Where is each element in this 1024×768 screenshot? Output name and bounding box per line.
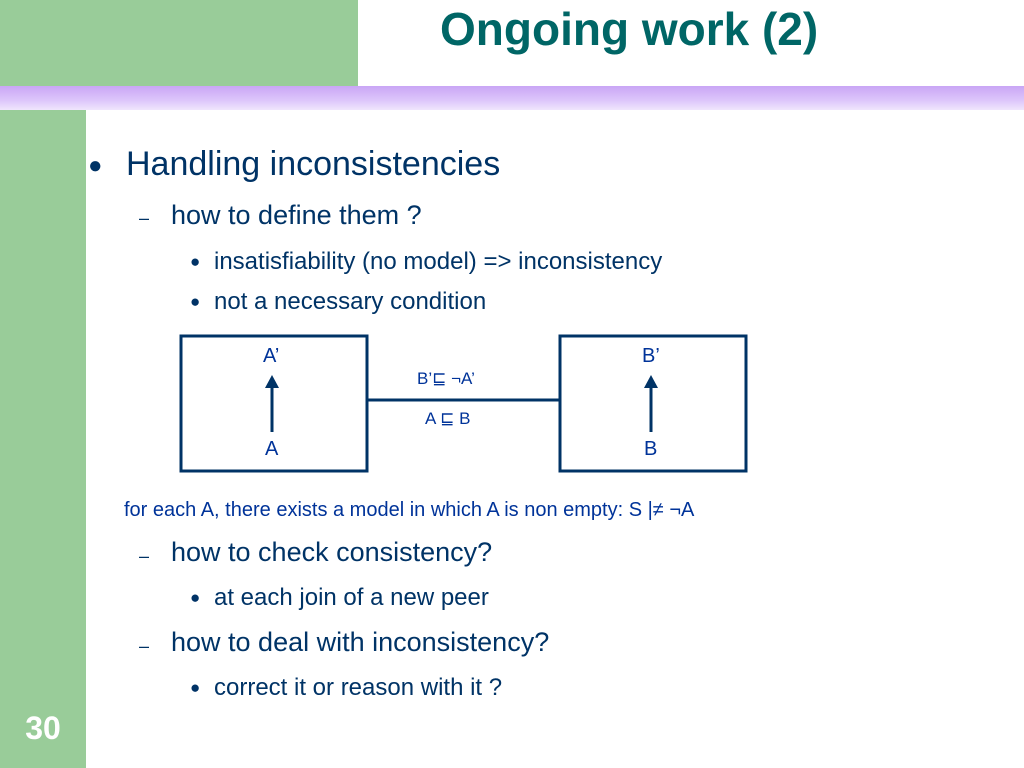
bullet-dot-icon: ● (190, 678, 201, 697)
slide-title: Ongoing work (2) (440, 3, 819, 55)
mapping-bottom-label: A ⊑ B (425, 409, 471, 428)
mapping-top-label: B’⊑ ¬A’ (417, 369, 475, 388)
dash-icon: – (139, 546, 150, 566)
subitem-define: how to define them ? (171, 200, 422, 230)
subitem-deal: how to deal with inconsistency? (171, 627, 550, 657)
bullet-dot-icon: ● (190, 252, 201, 271)
bullet-dot-icon: ● (190, 588, 201, 607)
right-box-bottom-label: B (644, 438, 658, 460)
left-box-bottom-label: A (265, 438, 279, 460)
bullet-dot-icon: ● (88, 152, 103, 179)
point-each-join: at each join of a new peer (214, 584, 489, 611)
right-box-top-label: B’ (642, 345, 660, 367)
heading-handling-inconsistencies: Handling inconsistencies (126, 145, 501, 183)
point-correct-or-reason: correct it or reason with it ? (214, 674, 503, 701)
dash-icon: – (139, 208, 150, 228)
left-box-top-label: A’ (263, 345, 280, 367)
dash-icon: – (139, 636, 150, 656)
point-not-necessary: not a necessary condition (214, 288, 487, 315)
bullet-dot-icon: ● (190, 292, 201, 311)
subitem-check: how to check consistency? (171, 537, 493, 567)
model-existence-note: for each A, there exists a model in which A is non empty: S |≠ ¬A (124, 499, 695, 521)
slide-number: 30 (25, 710, 61, 746)
point-insatisfiability: insatisfiability (no model) => inconsistency (214, 248, 663, 275)
